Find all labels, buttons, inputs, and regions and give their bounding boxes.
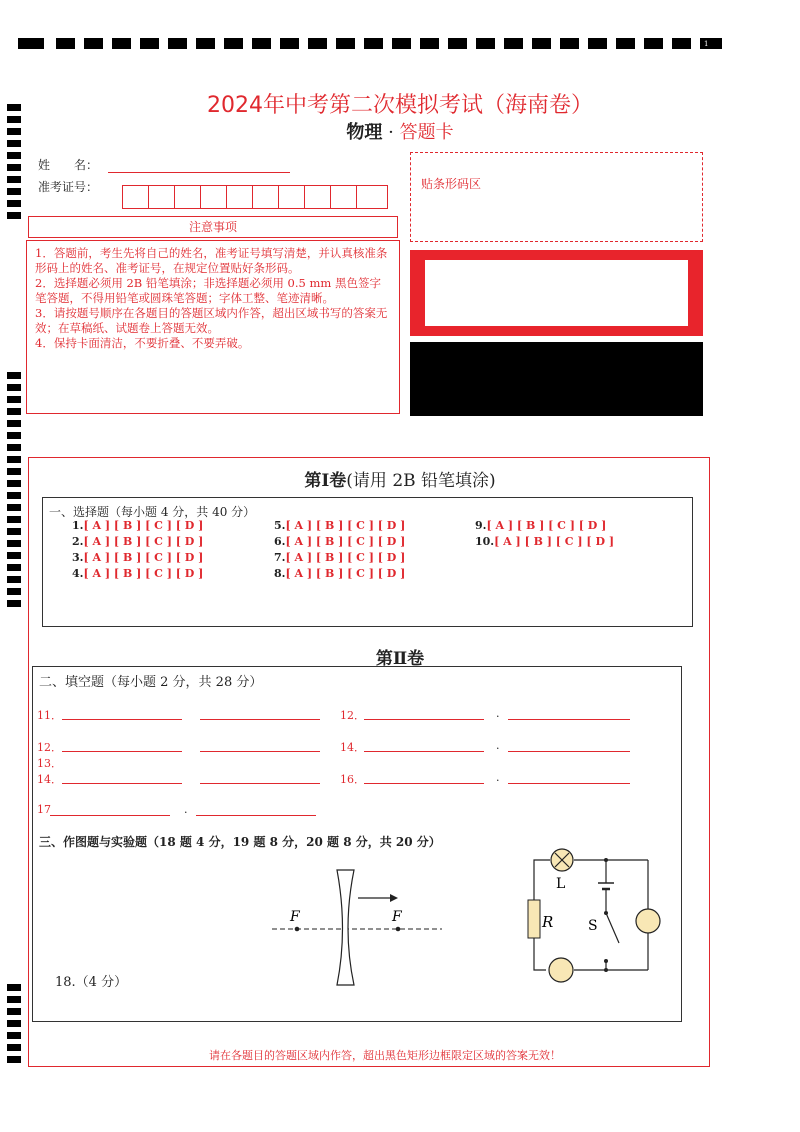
mcq-question[interactable] xyxy=(72,519,203,532)
id-label: 准考证号： xyxy=(38,180,99,194)
fill-blank[interactable] xyxy=(508,751,630,752)
mcq-section-label: 一、选择题（每小题 4 分，共 40 分） xyxy=(49,505,256,519)
part1-title-rest: (请用 2B 铅笔填涂) xyxy=(346,471,496,491)
mcq-options[interactable]: [ A ] [ B ] [ C ] [ D ] xyxy=(285,551,406,564)
absent-mark-frame xyxy=(410,250,703,336)
mcq-number: 5. xyxy=(274,519,286,532)
notice-box xyxy=(26,240,400,414)
page-subtitle xyxy=(0,118,800,144)
subtitle-dot: · xyxy=(388,122,394,143)
mcq-number: 8. xyxy=(274,567,286,580)
top-timing-marks xyxy=(18,38,723,50)
fill-blank[interactable] xyxy=(200,751,320,752)
mcq-options[interactable]: [ A ] [ B ] [ C ] [ D ] xyxy=(285,535,406,548)
fill-blank[interactable] xyxy=(364,783,484,784)
part1-title-bold: 第Ⅰ卷 xyxy=(304,471,347,491)
fill-blank[interactable] xyxy=(196,815,316,816)
mcq-question[interactable] xyxy=(274,535,405,548)
card-label: 答题卡 xyxy=(399,122,454,143)
mcq-number: 1. xyxy=(72,519,84,532)
mcq-options[interactable]: [ A ] [ B ] [ C ] [ D ] xyxy=(83,519,204,532)
mcq-number: 2. xyxy=(72,535,84,548)
fill-number: 13． xyxy=(37,757,62,770)
mcq-question[interactable] xyxy=(72,551,203,564)
focal-label-left: F xyxy=(290,909,300,925)
barcode-area xyxy=(410,152,703,242)
part1-title xyxy=(0,466,800,491)
page-number: 1 xyxy=(704,40,709,48)
footer-warning: 请在各题目的答题区域内作答，超出黑色矩形边框限定区域的答案无效！ xyxy=(209,1049,561,1062)
q18-label: 18.（4 分） xyxy=(55,975,128,990)
fill-number: 16． xyxy=(340,773,365,786)
notice-item: 3．请按题号顺序在各题目的答题区域内作答，超出区域书写的答案无效；在草稿纸、试题卷上答题无效。 xyxy=(35,306,388,335)
part2-title: 第Ⅱ卷 xyxy=(375,649,425,669)
fill-blank[interactable] xyxy=(364,719,484,720)
fill-blank[interactable] xyxy=(364,751,484,752)
mcq-options[interactable]: [ A ] [ B ] [ C ] [ D ] xyxy=(83,551,204,564)
fill-number: 17 xyxy=(37,803,51,816)
fill-section-label: 二、填空题（每小题 2 分，共 28 分） xyxy=(39,675,263,690)
resistor-label: R xyxy=(542,913,554,931)
fill-blank[interactable] xyxy=(508,719,630,720)
mcq-number: 3. xyxy=(72,551,84,564)
fill-dot: . xyxy=(184,803,188,816)
switch-label: S xyxy=(588,918,598,934)
mcq-options[interactable]: [ A ] [ B ] [ C ] [ D ] xyxy=(285,567,406,580)
fill-blank[interactable] xyxy=(200,783,320,784)
mcq-number: 7. xyxy=(274,551,286,564)
circuit-diagram xyxy=(520,845,670,985)
fill-number: 14． xyxy=(340,741,365,754)
fill-dot: . xyxy=(496,771,500,784)
fill-blank[interactable] xyxy=(50,815,170,816)
subject-label: 物理 xyxy=(346,122,383,143)
barcode-label: 贴条形码区 xyxy=(421,177,482,191)
mcq-question[interactable] xyxy=(72,567,203,580)
mcq-question[interactable] xyxy=(274,551,405,564)
mcq-options[interactable]: [ A ] [ B ] [ C ] [ D ] xyxy=(486,519,607,532)
fill-blank[interactable] xyxy=(62,783,182,784)
fill-number: 11． xyxy=(37,709,62,722)
name-label: 姓 名： xyxy=(38,158,99,172)
mcq-options[interactable]: [ A ] [ B ] [ C ] [ D ] xyxy=(494,535,615,548)
fill-blank[interactable] xyxy=(62,751,182,752)
notice-item: 1．答题前，考生先将自己的姓名，准考证号填写清楚，并认真核准条形码上的姓名、准考证号，在规定位置贴好条形码。 xyxy=(35,246,388,275)
mcq-number: 6. xyxy=(274,535,286,548)
mcq-number: 9. xyxy=(475,519,487,532)
fill-blank[interactable] xyxy=(200,719,320,720)
lamp-label: L xyxy=(556,876,566,892)
fill-number: 12． xyxy=(340,709,365,722)
mcq-number: 4. xyxy=(72,567,84,580)
mcq-question[interactable] xyxy=(274,567,405,580)
mcq-question[interactable] xyxy=(274,519,405,532)
fill-dot: . xyxy=(496,707,500,720)
mcq-options[interactable]: [ A ] [ B ] [ C ] [ D ] xyxy=(285,519,406,532)
lens-diagram xyxy=(260,860,450,990)
black-block xyxy=(410,342,703,416)
fill-number: 12． xyxy=(37,741,62,754)
mcq-number: 10. xyxy=(475,535,495,548)
mcq-question[interactable] xyxy=(475,519,606,532)
notice-item: 4．保持卡面清洁，不要折叠、不要弄破。 xyxy=(35,336,250,350)
mcq-options[interactable]: [ A ] [ B ] [ C ] [ D ] xyxy=(83,535,204,548)
notice-item: 2．选择题必须用 2B 铅笔填涂；非选择题必须用 0.5 mm 黑色签字笔答题，不得用铅笔或圆珠笔答题；字体工整、笔迹清晰。 xyxy=(35,276,381,305)
fill-blank[interactable] xyxy=(508,783,630,784)
name-field[interactable] xyxy=(108,172,290,173)
section3-label: 三、作图题与实验题（18 题 4 分，19 题 8 分，20 题 8 分，共 20 分） xyxy=(39,835,441,849)
fill-dot: . xyxy=(496,739,500,752)
mcq-options[interactable]: [ A ] [ B ] [ C ] [ D ] xyxy=(83,567,204,580)
page-title: 2024年中考第二次模拟考试（海南卷） xyxy=(207,93,593,118)
mcq-question[interactable] xyxy=(475,535,614,548)
mcq-question[interactable] xyxy=(72,535,203,548)
focal-label-right: F xyxy=(392,909,402,925)
fill-blank[interactable] xyxy=(62,719,182,720)
fill-number: 14． xyxy=(37,773,62,786)
notice-heading: 注意事项 xyxy=(28,216,398,238)
